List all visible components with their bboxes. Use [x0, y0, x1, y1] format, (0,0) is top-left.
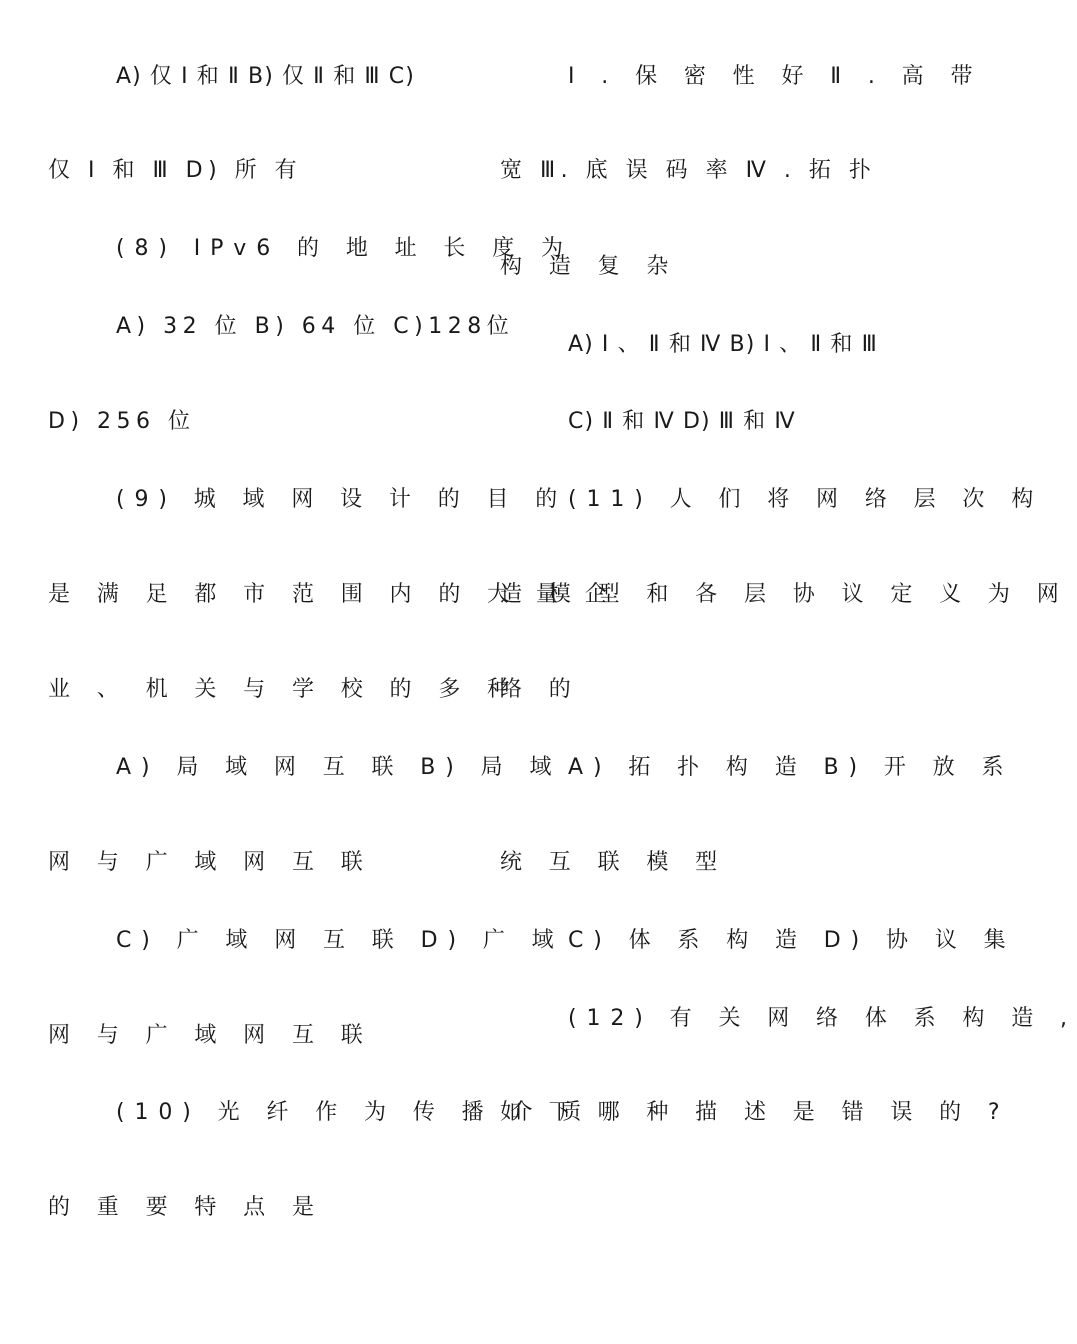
option-line: C) 广 域 网 互 联 D) 广 域 — [116, 928, 564, 953]
question-9: (9) 城 域 网 设 计 的 目 的 — [116, 487, 568, 512]
option-line: 网 与 广 域 网 互 联 — [48, 850, 373, 875]
question-text: 如 下 哪 种 描 述 是 错 误 的 ? — [500, 1100, 1010, 1125]
question-text: 是 满 足 都 市 范 围 内 的 大 量 企 — [48, 582, 617, 607]
question-text: 业 、 机 关 与 学 校 的 多 种 — [48, 677, 520, 702]
question-10: (10) 光 纤 作 为 传 播 介 质 — [116, 1100, 592, 1125]
option-line: D) 256 位 — [48, 409, 196, 434]
option-line: 网 与 广 域 网 互 联 — [48, 1023, 373, 1048]
option-line: A) 局 域 网 互 联 B) 局 域 — [116, 755, 562, 780]
option-line: A) 仅 Ⅰ 和 Ⅱ B) 仅 Ⅱ 和 Ⅲ C) — [116, 64, 415, 89]
question-text: 的 重 要 特 点 是 — [48, 1195, 324, 1220]
question-8: (8) IPv6 的 地 址 长 度 为 — [116, 236, 573, 261]
question-text: Ⅰ . 保 密 性 好 Ⅱ . 高 带 — [568, 64, 983, 89]
option-line: 仅 Ⅰ 和 Ⅲ D) 所 有 — [48, 158, 303, 183]
option-line: C) Ⅱ 和 Ⅳ D) Ⅲ 和 Ⅳ — [568, 409, 796, 434]
option-line: A) 32 位 B) 64 位 C)128位 — [116, 314, 515, 339]
option-line: C) 体 系 构 造 D) 协 议 集 — [568, 928, 1016, 953]
question-text: 构 造 复 杂 — [500, 254, 679, 279]
question-text: 造 模 型 和 各 层 协 议 定 义 为 网 — [500, 582, 1069, 607]
option-line: A) Ⅰ 、 Ⅱ 和 Ⅳ B) Ⅰ 、 Ⅱ 和 Ⅲ — [568, 332, 878, 357]
option-line: A) 拓 扑 构 造 B) 开 放 系 — [568, 755, 1014, 780]
question-text: 络 的 — [500, 677, 581, 702]
question-11: (11) 人 们 将 网 络 层 次 构 — [568, 487, 1044, 512]
question-12: (12) 有 关 网 络 体 系 构 造 , — [568, 1006, 1077, 1031]
question-text: 宽 Ⅲ. 底 误 码 率 Ⅳ . 拓 扑 — [500, 158, 877, 183]
option-line: 统 互 联 模 型 — [500, 850, 728, 875]
